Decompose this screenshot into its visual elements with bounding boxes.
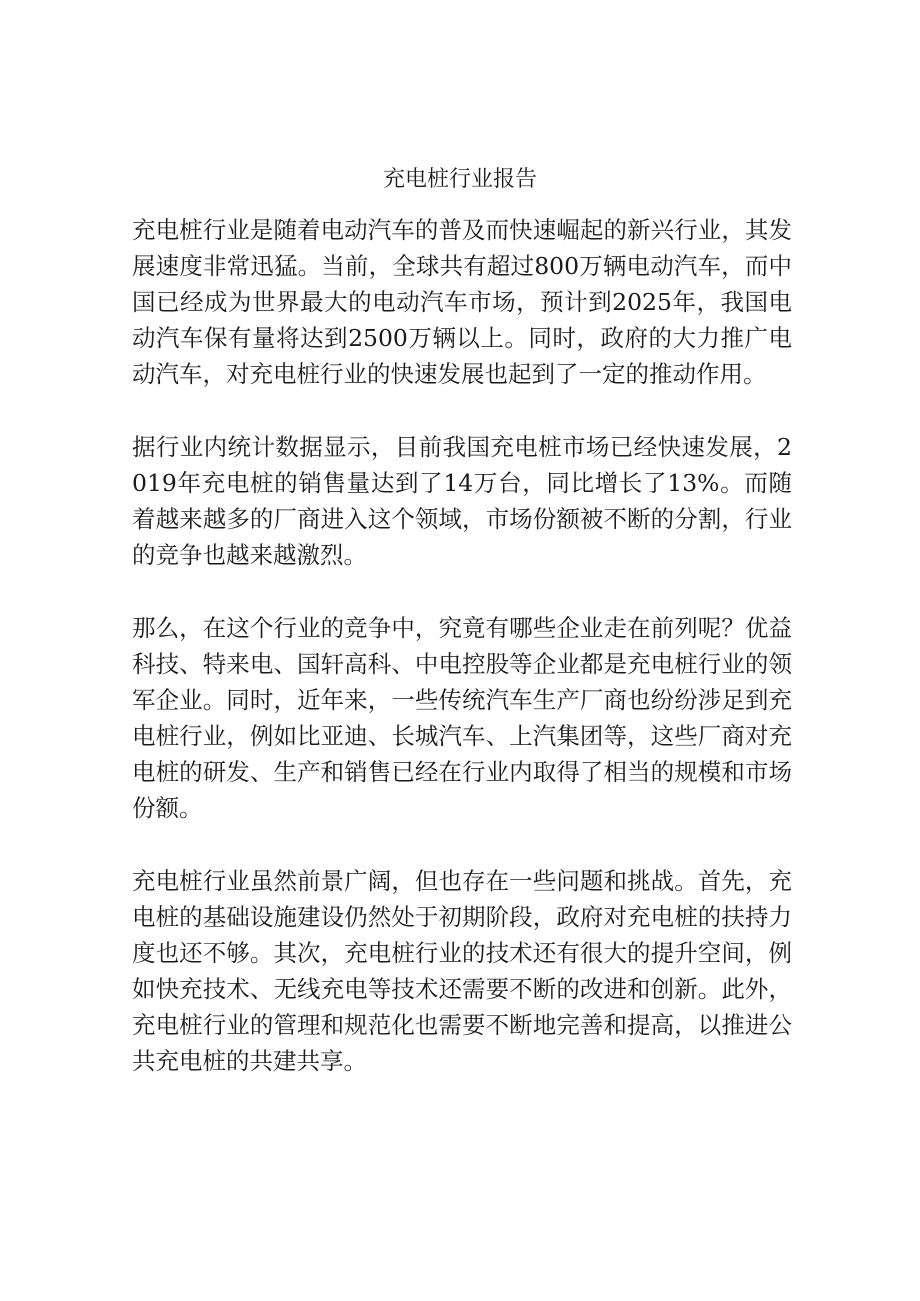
paragraph-challenges: 充电桩行业虽然前景广阔，但也存在一些问题和挑战。首先，充电桩的基础设施建设仍然处于初期阶段，政府对充电桩的扶持力度也还不够。其次，充电桩行业的技术还有很大的提升空间，例如快充技术、无线充电等技术还需要不断的改进和创新。此外，充电桩行业的管理和规范化也需要不断地完善和提高，以推进公共充电桩的共建共享。 (132, 867, 792, 1075)
paragraph-leading-companies: 那么，在这个行业的竞争中，究竟有哪些企业走在前列呢？优益科技、特来电、国轩高科、中电控股等企业都是充电桩行业的领军企业。同时，近年来，一些传统汽车生产厂商也纷纷涉足到充电桩行业，例如比亚迪、长城汽车、上汽集团等，这些厂商对充电桩的研发、生产和销售已经在行业内取得了相当的规模和市场份额。 (132, 614, 792, 822)
document-title: 充电桩行业报告 (382, 167, 537, 192)
paragraph-sales-statistics: 据行业内统计数据显示，目前我国充电桩市场已经快速发展，2019年充电桩的销售量达到了14万台，同比增长了13%。而随着越来越多的厂商进入这个领域，市场份额被不断的分割，行业的竞争也越来越激烈。 (132, 433, 792, 569)
paragraph-market-overview: 充电桩行业是随着电动汽车的普及而快速崛起的新兴行业，其发展速度非常迅猛。当前，全球共有超过800万辆电动汽车，而中国已经成为世界最大的电动汽车市场，预计到2025年，我国电动汽车保有量将达到2500万辆以上。同时，政府的大力推广电动汽车，对充电桩行业的快速发展也起到了一定的推动作用。 (132, 216, 792, 388)
document-body (132, 212, 792, 1116)
